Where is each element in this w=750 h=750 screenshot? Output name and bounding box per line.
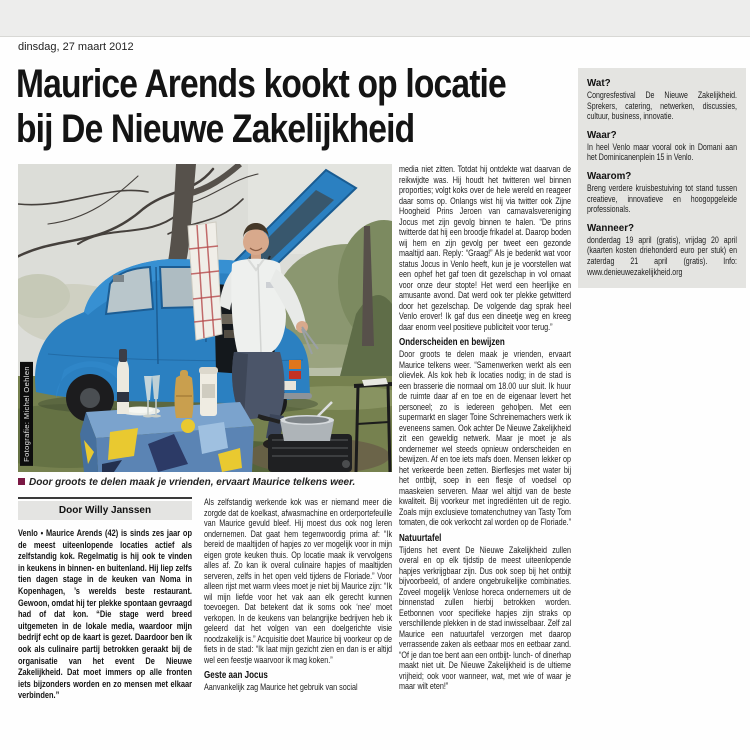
info-section-text: Congresfestival De Nieuwe Zakelijkheid. Sprekers, catering, netwerken, discussies, cultuur, business, innovatie.	[587, 90, 737, 122]
article-column-2	[204, 497, 392, 715]
info-section-text: Breng verdere kruisbestuiving tot stand tussen creatieve, innovatieve en hoogopgeleide professionals.	[587, 182, 737, 215]
article-photo	[18, 164, 392, 472]
info-section-wat	[587, 78, 737, 122]
info-section-title: Wat?	[587, 78, 611, 89]
info-section-wanneer	[587, 223, 737, 277]
info-section-text: donderdag 19 april (gratis), vrijdag 20 april (kaarten kosten driehonderd euro per stuk) en zaterdag 21 april (gratis). Info: www.denieuwezakelijkheid.org	[587, 234, 737, 277]
article-column-3	[399, 164, 571, 716]
info-section-title: Wanneer?	[587, 222, 634, 234]
publication-date: dinsdag, 27 maart 2012	[18, 41, 134, 53]
info-section-text: In heel Venlo maar vooral ook in Domani aan het Dominicanenplein 15 in Venlo.	[587, 141, 737, 163]
article-column-1	[18, 528, 192, 713]
subheading-natuurtafel: Natuurtafel	[399, 532, 442, 544]
paragraph: media niet zitten. Totdat hij ontdekte wat daarvan de reikwijdte was. Hij houdt het twitteren wel binnen proporties; volgt koks over de hele wereld en reageer daar soms op. Onlangs wist hij via twitter ook Zijne Hoogheid Prins Jeroen van carnavalsvereniging Jocus met zijn gevolg binnen te halen. “De prins twitterde dat hij een broodje frikadel at. Daarop boden wij hem en zijn gevolg per tweet een gezonde maaltijd aan. Reply: “Graag!” Als je bedenkt wat voor status Jocus in Venlo heeft, kun je je voorstellen wat een ophef het gaf toen dit gezelschap in vol ornaat voor onze deur stopte! Het werd een heerlijke en amusante avond. Dat werd ook ter plekke getwitterd door het gezelschap. De volgende dag sprak heel Venlo erover! Ik gaf dus een dineetje weg en kreeg daar enorm veel positieve publiciteit voor terug.”	[399, 164, 572, 332]
paragraph: Door groots te delen maak je vrienden, ervaart Maurice telkens weer. “Samenwerken werkt als een olievlek. Als kok heb ik locaties nodig; in de stad is een brasserie die normaal om 18.00 uur sluit. Ik huur de ruimte daar af en toe en de eigenaar levert het personeel; zo is iedereen geholpen. Met een supermarkt en slager Toine Schreinemachers werk ik eveneens samen. Ook achter De Nieuwe Zakelijkheid zit een geweldig netwerk. Maar je moet je als ondernemer wel steeds opnieuw onderscheiden en bewijzen. Af en toe iets mafs doen. Mensen lekker op het verkeerde been zetten. Bierflesjes met water bij het ontbijt, soep in een flesje of voedsel op maaskeien serveren. Maar wel altijd van de beste kwaliteit. Bij voorkeur met ingrediënten uit de regio. Zoals mijn exclusieve tomatenchutney van Tasty Tom tomaten, die ook verkocht zal worden op de Floriade.”	[399, 349, 572, 527]
caption-text: Door groots te delen maak je vrienden, ervaart Maurice telkens weer.	[29, 477, 356, 488]
article-intro: Venlo • Maurice Arends (42) is sinds zes jaar op de meest uiteenlopende locaties actief als zelfstandig kok. Regelmatig is hij ook te vinden in keukens in binnen- en buitenland. Hij liep zelfs tien dagen stage in de keuken van Noma in Kopenhagen, ’s werelds beste restaurant. Gewoon, omdat hij ter plekke spontaan gevraagd had of dat kon. “Die stage werd breed uitgemeten in de lokale media, waardoor mijn bedrijf echt op de kaart is gezet. Daardoor ben ik ook als culinaire partij betrokken geraakt bij de organisatie van het event De Nieuwe Zakelijkheid. Dat moet immers op alle fronten iets bijzonders worden en zo mensen met elkaar verbinden.”	[18, 528, 192, 701]
headline	[16, 62, 570, 152]
caption-square-icon	[18, 478, 25, 485]
photo-credit: Fotografie: Michel Oehlen	[20, 362, 33, 466]
paragraph: Als zelfstandig werkende kok was er niemand meer die zorgde dat de koelkast, afwasmachine en orderportefeuille van Maurice gevuld bleef. Hij moest dus ook nog leren ondernemen. Dat gaat hem tegenwoordig prima af: “Ik bereid de maaltijden of hapjes zo ver mogelijk voor in mijn eigen grote keuken thuis. Op locatie maak ik vervolgens alles af. Zo kan ik overal culinaire hapjes of maaltijden serveren, zelfs in het open veld tijdens de Floriade.” Voor alleen rijst met warm vlees moet je niet bij Maurice zijn: “Ik wil mijn liefde voor het vak aan elk gerecht kunnen toevoegen. Dat betekent dat ik soms ook ‘nee’ moet verkopen. In de keukens van belangrijke bedrijven heb ik geleerd dat het volgen van een doelgerichte visie noodzakelijk is.” Acquisitie doet Maurice bij voorkeur op de fiets in de stad: “Ik laat mijn gezicht zien en dan is er altijd wel een feestje waarvoor ik mag koken.”	[204, 497, 393, 665]
info-section-title: Waar?	[587, 129, 617, 141]
top-bar	[0, 0, 750, 37]
photo-caption	[18, 477, 392, 488]
paragraph: Tijdens het event De Nieuwe Zakelijkheid zullen overal en op elk tijdstip de meest uiteenlopende hapjes verkrijgbaar zijn. Dus ook soep bij het ontbijt bijvoorbeeld, of andere ongebruikelijke combinaties. Zoveel mogelijk Venlose horeca ondernemers uit de binnenstad zullen hierbij betrokken worden. Eetbonnen voor specifieke hapjes zijn straks op verschillende plekken in de stad inwisselbaar. Zelf zal Maurice een natuurtafel verzorgen met daarop verrassende zaken als eetbaar mos en eetbaar zand. “Of je dan toe bent aan een ontbijt- lunch- of dinerhap maakt niet uit. De Nieuwe Zakelijkheid is de ultieme vrijheid; ook voor wanneer, wat, met wie of waar je maar wilt eten!”	[399, 544, 572, 691]
headline-line-2: bij De Nieuwe Zakelijkheid	[16, 107, 415, 151]
byline: Door Willy Janssen	[18, 501, 192, 520]
paragraph: Aanvankelijk zag Maurice het gebruik van social	[204, 682, 358, 692]
info-box	[578, 68, 746, 288]
photo-illustration	[18, 164, 392, 472]
info-section-waar	[587, 130, 737, 163]
headline-line-1: Maurice Arends kookt op locatie	[16, 62, 506, 106]
subheading-onderscheiden: Onderscheiden en bewijzen	[399, 337, 505, 348]
byline-box	[18, 497, 192, 520]
subheading-geste-aan-jocus: Geste aan Jocus	[204, 670, 268, 681]
info-section-waarom	[587, 171, 737, 215]
info-section-title: Waarom?	[587, 170, 632, 182]
